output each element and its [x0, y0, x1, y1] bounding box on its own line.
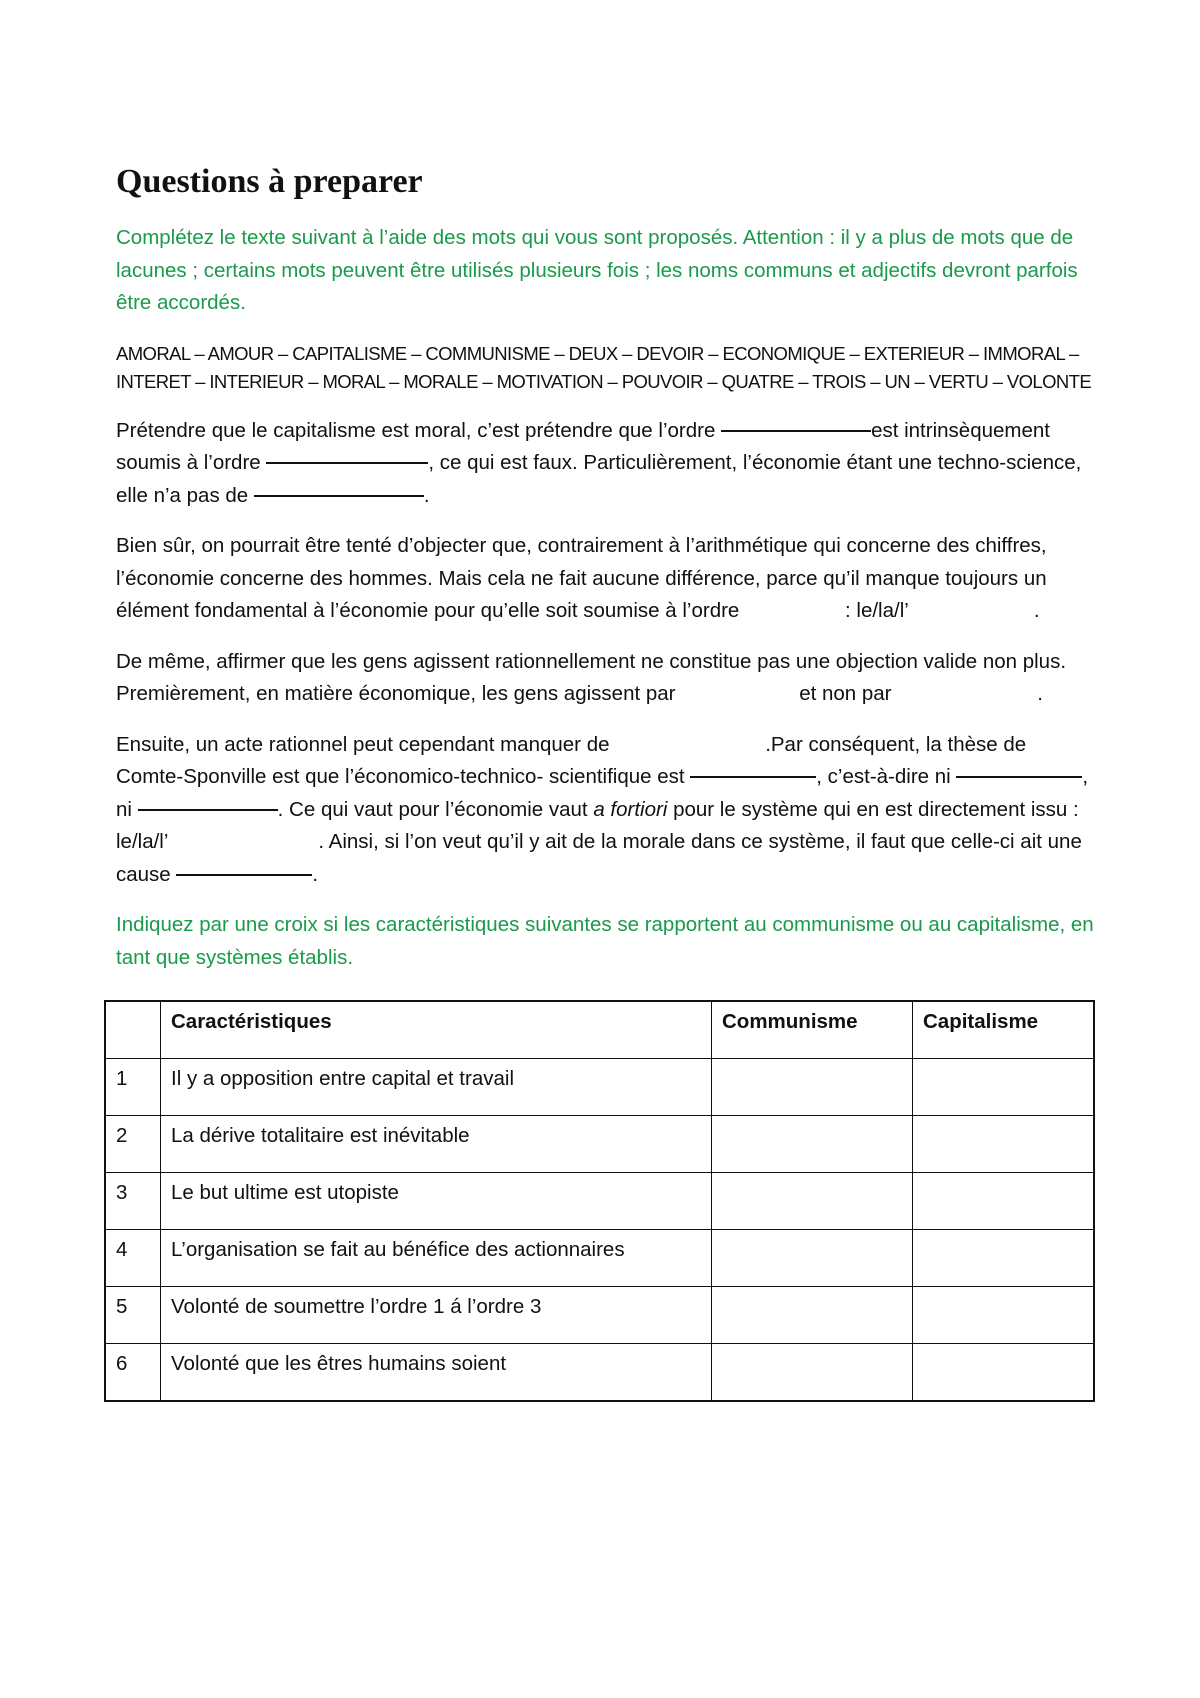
table-row — [105, 1116, 1094, 1173]
header-capitalisme: Capitalisme — [913, 1001, 1095, 1059]
communisme-cell[interactable] — [712, 1344, 913, 1402]
row-number: 3 — [105, 1173, 161, 1230]
paragraph-3 — [116, 646, 1096, 711]
table-header-row — [105, 1001, 1094, 1059]
p2-text-a: Bien sûr, on pourrait être tenté d’objecter que, contrairement à l’arithmétique qui concerne des chiffres, l’économie concerne des hommes. Mais cela ne fait aucune différence, parce qu’il manque toujours un élément fondamental à l’économie pour qu’elle soit soumise à l’ordre — [116, 534, 1047, 622]
blank-7[interactable] — [176, 874, 312, 876]
header-number — [105, 1001, 161, 1059]
p4-text-h: . Ainsi, si l’on veut qu’il y ait de la morale dans ce système, il faut que celle-ci ait une cause — [116, 830, 1082, 886]
p3-text-b: et non par — [799, 682, 898, 705]
p4-text-d: , ni — [116, 765, 1089, 821]
paragraph-2 — [116, 530, 1096, 628]
p2-text-c: . — [1033, 599, 1040, 622]
row-characteristic: Volonté de soumettre l’ordre 1 á l’ordre 3 — [161, 1287, 712, 1344]
p1-text-c: , ce qui est faux. Particulièrement, l’économie étant une techno-science, elle n’a pas de — [116, 451, 1082, 507]
row-characteristic: Le but ultime est utopiste — [161, 1173, 712, 1230]
row-characteristic: Volonté que les êtres humains soient — [161, 1344, 712, 1402]
row-characteristic: L’organisation se fait au bénéfice des actionnaires — [161, 1230, 712, 1287]
p1-text-a: Prétendre que le capitalisme est moral, c’est prétendre que l’ordre — [116, 418, 722, 442]
p3-text-c: . — [1037, 682, 1043, 705]
blank-5[interactable] — [956, 776, 1082, 778]
p3-text-a: De même, affirmer que les gens agissent rationnellement ne constitue pas une objection valide non plus. Premièrement, en matière économique, les gens agissent par — [116, 649, 1067, 705]
blank-6[interactable] — [138, 809, 278, 811]
row-characteristic: La dérive totalitaire est inévitable — [161, 1116, 712, 1173]
communisme-cell[interactable] — [712, 1116, 913, 1173]
row-number: 4 — [105, 1230, 161, 1287]
capitalisme-cell[interactable] — [913, 1287, 1095, 1344]
p4-text-e: . Ce qui vaut pour l’économie vaut — [277, 797, 594, 821]
capitalisme-cell[interactable] — [913, 1173, 1095, 1230]
p4-text-i: . — [312, 862, 319, 886]
row-number: 2 — [105, 1116, 161, 1173]
capitalisme-cell[interactable] — [913, 1230, 1095, 1287]
communisme-cell[interactable] — [712, 1287, 913, 1344]
paragraph-1 — [116, 415, 1096, 513]
table-row — [105, 1059, 1094, 1116]
paragraph-4 — [116, 729, 1096, 892]
characteristics-table — [104, 1000, 1095, 1402]
blank-1[interactable] — [721, 430, 871, 432]
communisme-cell[interactable] — [712, 1230, 913, 1287]
blank-4[interactable] — [690, 776, 816, 778]
row-number: 5 — [105, 1287, 161, 1344]
p4-text-g: pour le système qui en est directement issu : le/la/l’ — [116, 797, 1079, 853]
table-row — [105, 1230, 1094, 1287]
instruction-fill-blanks: Complétez le texte suivant à l’aide des mots qui vous sont proposés. Attention : il y a plus de mots que de lacunes ; certains mots peuvent être utilisés plusieurs fois ; les noms communs et adjectifs devront parfois être accordés. — [116, 226, 1078, 314]
blank-3[interactable] — [254, 495, 424, 497]
header-caracteristiques: Caractéristiques — [161, 1001, 712, 1059]
document-content — [116, 150, 1096, 1402]
instruction-table: Indiquez par une croix si les caractéristiques suivantes se rapportent au communisme ou au capitalisme, en tant que systèmes établis. — [116, 913, 1094, 969]
communisme-cell[interactable] — [712, 1173, 913, 1230]
p4-text-c: , c’est-à-dire ni — [816, 765, 957, 788]
p4-text-a: Ensuite, un acte rationnel peut cependant manquer de — [116, 732, 616, 756]
table-row — [105, 1344, 1094, 1402]
p2-text-b: : le/la/l’ — [845, 599, 909, 622]
table-row — [105, 1173, 1094, 1230]
capitalisme-cell[interactable] — [913, 1344, 1095, 1402]
communisme-cell[interactable] — [712, 1059, 913, 1116]
word-bank: AMORAL – AMOUR – CAPITALISME – COMMUNISME – DEUX – DEVOIR – ECONOMIQUE – EXTERIEUR – IMMORAL – INTERET – INTERIEUR – MORAL – MORALE – MOTIVATION – POUVOIR – QUATRE – TROIS – UN – VERTU – VOLONTE — [116, 342, 1092, 392]
p1-text-d: . — [423, 483, 430, 507]
page-title: Questions à preparer — [116, 163, 423, 200]
p4-text-b: .Par conséquent, la thèse de Comte-Sponville est que l’économico-technico- scientifique est — [116, 732, 1027, 788]
p1-text-b: est intrinsèquement soumis à l’ordre — [116, 418, 1050, 474]
capitalisme-cell[interactable] — [913, 1116, 1095, 1173]
header-communisme: Communisme — [712, 1001, 913, 1059]
p4-italic-a-fortiori: a fortiori — [593, 797, 668, 821]
table-row — [105, 1287, 1094, 1344]
capitalisme-cell[interactable] — [913, 1059, 1095, 1116]
row-characteristic: Il y a opposition entre capital et travail — [161, 1059, 712, 1116]
row-number: 1 — [105, 1059, 161, 1116]
blank-2[interactable] — [266, 462, 428, 464]
row-number: 6 — [105, 1344, 161, 1402]
